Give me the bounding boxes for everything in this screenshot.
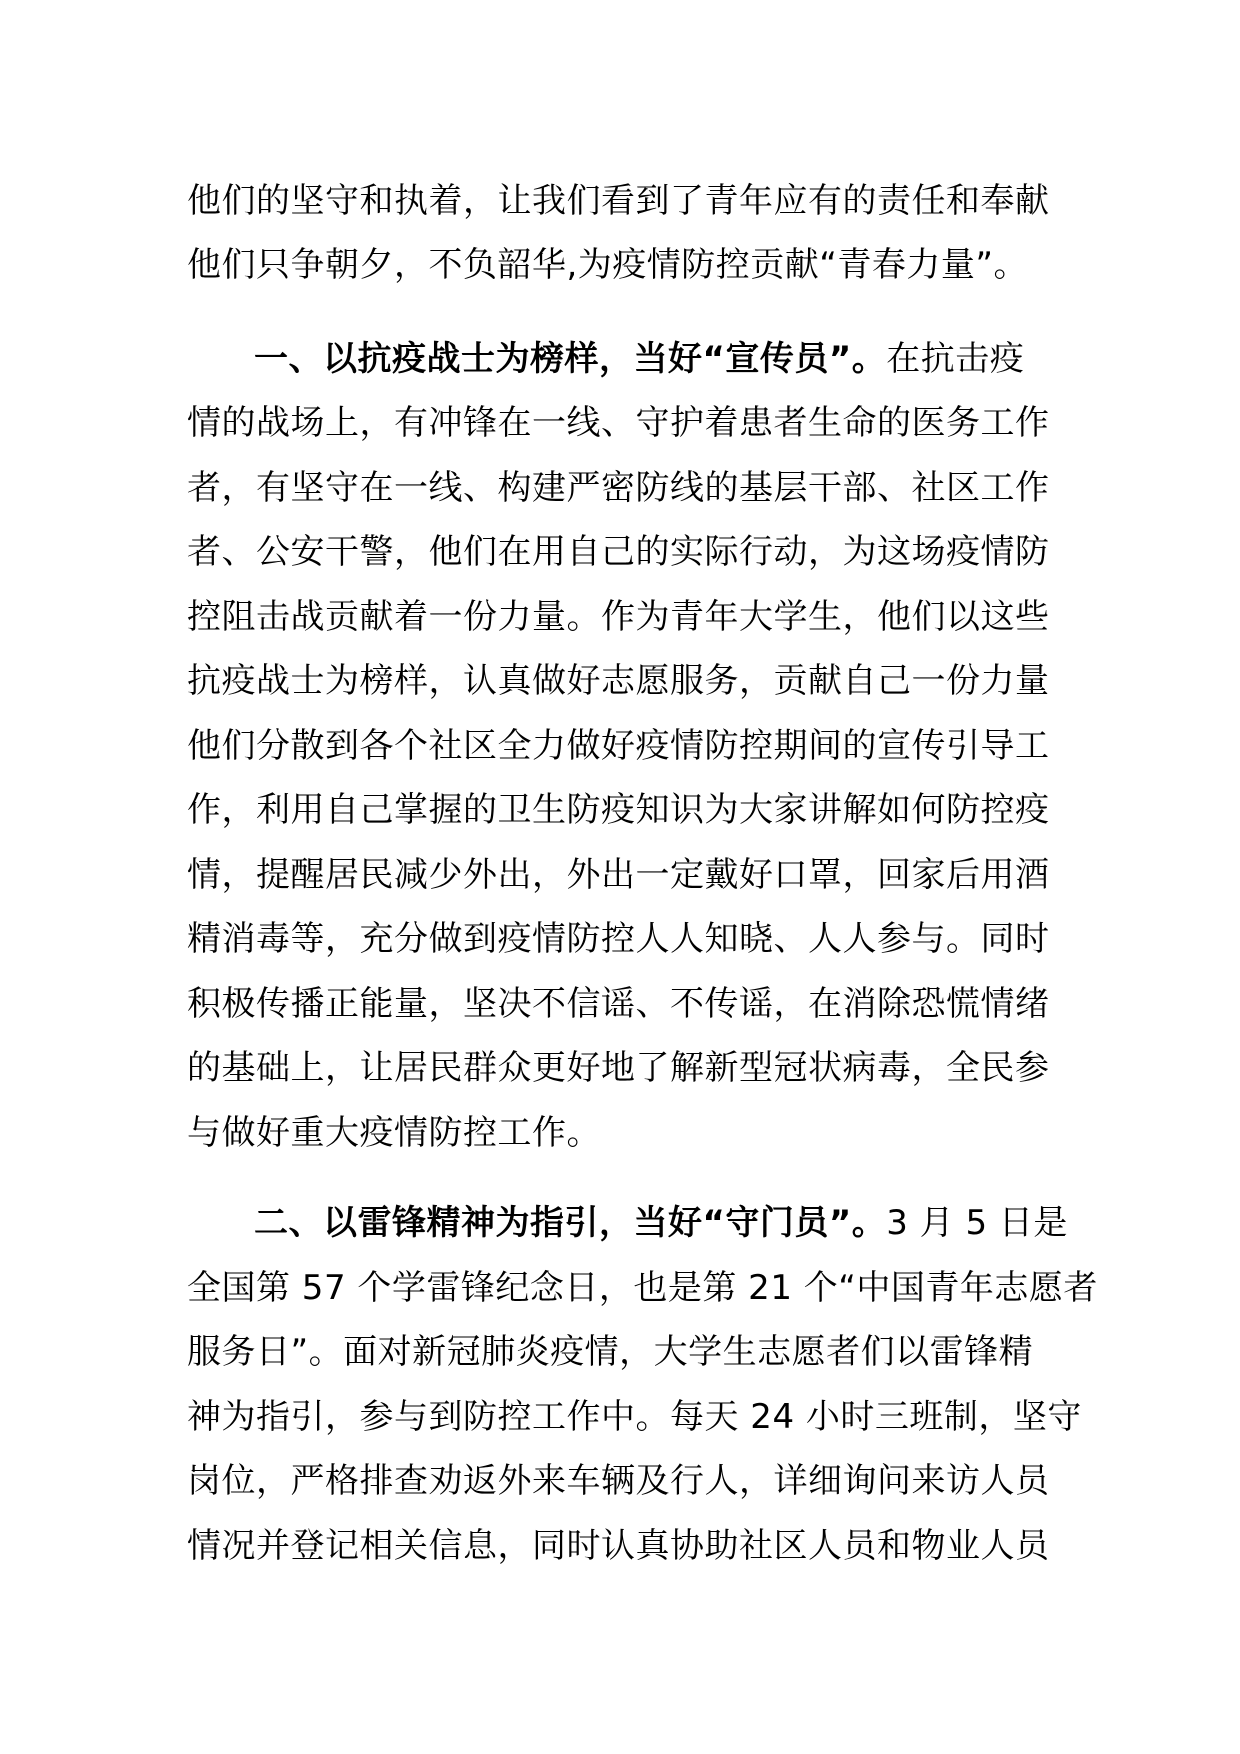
section-heading-line	[254, 1193, 1068, 1253]
text-line: 他们只争朝夕，不负韶华,为疫情防控贡献“青春力量”。	[187, 245, 1029, 285]
text-line: 情况并登记相关信息，同时认真协助社区人员和物业人员	[187, 1526, 1050, 1566]
text-line: 全国第 57 个学雷锋纪念日，也是第 21 个“中国青年志愿者	[187, 1268, 1098, 1308]
text-line: 的基础上，让居民群众更好地了解新型冠状病毒，全民参	[187, 1048, 1050, 1088]
text-line: 抗疫战士为榜样，认真做好志愿服务，贡献自己一份力量	[187, 661, 1050, 701]
text-line: 神为指引，参与到防控工作中。每天 24 小时三班制，坚守	[187, 1397, 1082, 1437]
text-line: 他们分散到各个社区全力做好疫情防控期间的宣传引导工	[187, 726, 1050, 766]
text-line: 者、公安干警，他们在用自己的实际行动，为这场疫情防	[187, 532, 1050, 572]
text-line: 与做好重大疫情防控工作。	[187, 1113, 601, 1153]
text-line: 积极传播正能量，坚决不信谣、不传谣，在消除恐慌情绪	[187, 984, 1050, 1024]
text-span: 在抗击疫	[886, 339, 1025, 379]
text-line: 者，有坚守在一线、构建严密防线的基层干部、社区工作	[187, 468, 1050, 508]
section-heading-line	[254, 329, 1057, 389]
text-line: 他们的坚守和执着，让我们看到了青年应有的责任和奉献	[187, 181, 1050, 221]
text-line: 作，利用自己掌握的卫生防疫知识为大家讲解如何防控疫	[187, 790, 1050, 830]
text-line: 精消毒等，充分做到疫情防控人人知晓、人人参与。同时	[187, 919, 1050, 959]
text-line: 情的战场上，有冲锋在一线、守护着患者生命的医务工作	[187, 403, 1050, 443]
section-heading: 一、以抗疫战士为榜样，当好“宣传员”。	[254, 339, 887, 379]
section-heading: 二、以雷锋精神为指引，当好“守门员”。	[254, 1203, 887, 1243]
text-span: 3 月 5 日是	[886, 1203, 1068, 1243]
text-line: 情，提醒居民减少外出，外出一定戴好口罩，回家后用酒	[187, 855, 1050, 895]
text-line: 服务日”。面对新冠肺炎疫情，大学生志愿者们以雷锋精	[187, 1332, 1034, 1372]
text-line: 控阻击战贡献着一份力量。作为青年大学生，他们以这些	[187, 597, 1050, 637]
text-line: 岗位，严格排查劝返外来车辆及行人，详细询问来访人员	[187, 1461, 1050, 1501]
